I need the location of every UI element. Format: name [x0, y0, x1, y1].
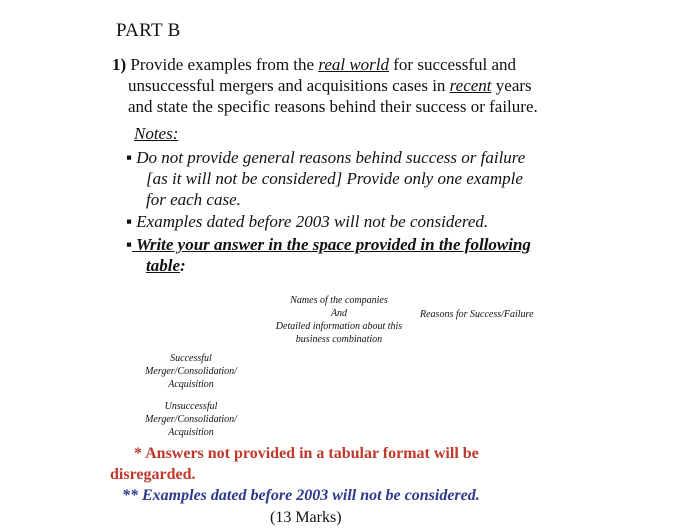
q2-text-b: years: [491, 76, 532, 95]
note-3-line-2: [146, 255, 186, 276]
table-row-unsuccessful: [126, 400, 256, 439]
notes-title: Notes:: [134, 124, 179, 143]
q2-text-a: unsuccessful mergers and acquisitions cases in: [128, 76, 450, 95]
bullet-icon: ▪: [126, 235, 133, 254]
note-3-table-word: table: [146, 256, 180, 275]
col1-line-1: Names of the companies: [290, 295, 388, 306]
table-header-reasons: Reasons for Success/Failure: [420, 309, 534, 320]
table-header-companies: [254, 294, 424, 346]
question-line-2: [128, 75, 532, 96]
note-1-line-3: for each case.: [146, 190, 241, 209]
question-line-1: [112, 54, 516, 75]
bullet-icon: ▪: [126, 212, 133, 231]
question-number: 1): [112, 55, 127, 74]
note-1-line-1: [126, 147, 525, 168]
note-1-line-2: [as it will not be considered] Provide only one example: [146, 169, 523, 188]
q1-real-world: real world: [318, 55, 390, 74]
q1-text-a: Provide examples from the: [126, 55, 319, 74]
col1-line-2: And: [330, 308, 348, 319]
col1-line-3: Detailed information about this: [275, 321, 403, 332]
note-3-colon: :: [180, 256, 186, 275]
row1-line-2: Merger/Consolidation/: [145, 366, 237, 377]
note-2: [126, 211, 488, 232]
row2-line-3: Acquisition: [168, 427, 214, 438]
part-title: PART B: [116, 20, 181, 41]
warning-tabular-line-2: disregarded.: [110, 466, 196, 483]
table-row-successful: [126, 352, 256, 391]
marks-label: (13 Marks): [270, 509, 342, 526]
warning-tabular-line-1: * Answers not provided in a tabular format will be: [134, 445, 479, 462]
row1-line-3: Acquisition: [168, 379, 214, 390]
warning-dated: ** Examples dated before 2003 will not be considered.: [122, 487, 480, 504]
row2-line-2: Merger/Consolidation/: [145, 414, 237, 425]
q1-text-b: for successful and: [389, 55, 517, 74]
q2-recent: recent: [449, 76, 492, 95]
col1-line-4: business combination: [295, 334, 383, 345]
row1-line-1: Successful: [170, 353, 212, 364]
note-2-text: Examples dated before 2003 will not be considered.: [132, 212, 489, 231]
note-3-line-1: [126, 234, 531, 255]
row2-line-1: Unsuccessful: [164, 401, 218, 412]
note-3-text: Write your answer in the space provided in the following: [132, 235, 531, 254]
question-line-3: and state the specific reasons behind their success or failure.: [128, 97, 538, 116]
note-1-text: Do not provide general reasons behind success or failure: [132, 148, 526, 167]
bullet-icon: ▪: [126, 148, 133, 167]
